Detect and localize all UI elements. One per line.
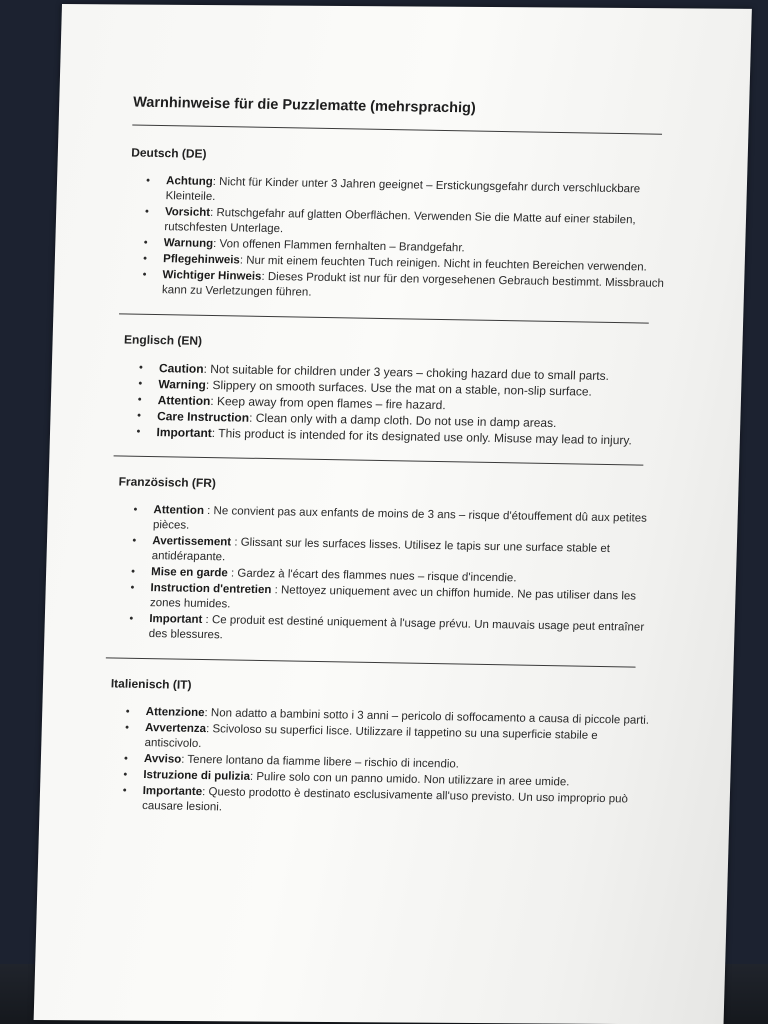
warning-text: Nur mit einem feuchten Tuch reinigen. Nicht in feuchten Bereichen verwenden. [245,254,648,274]
section-heading-en: Englisch (EN) [123,332,203,348]
warning-label: Warning [158,377,207,392]
warning-text: Dieses Produkt ist nur für den vorgesehenen Gebrauch bestimmt. Missbrauch kann zu Verletzungen führen. [161,270,665,299]
section-heading-de: Deutsch (DE) [130,145,207,161]
bullet-icon: • [142,252,148,265]
separator: : [239,254,247,267]
bullet-icon: • [142,268,147,281]
warning-label: Instruction d'entretien [150,582,272,597]
bullet-icon: • [130,565,136,578]
separator: : [201,786,209,799]
section-de [125,146,671,324]
warning-label: Vorsicht [164,206,211,219]
warning-label: Warnung [163,237,214,250]
warning-text: Non adatto a bambini sotto i 3 anni – pericolo di soffocamento a causa di piccole parti. [210,707,650,727]
section-en [120,332,664,465]
separator: : [202,613,213,627]
warning-text: Questo prodotto è destinato esclusivamente all'uso previsto. Un uso improprio può causare lesioni. [141,786,629,814]
warning-label: Avertissement [152,535,232,549]
section-divider [119,313,649,323]
separator: : [210,394,218,409]
separator: : [212,237,220,251]
separator: : [248,410,257,425]
section-heading-fr: Französisch (FR) [118,474,217,491]
section-heading-it: Italienisch (IT) [110,676,192,692]
warning-text: Not suitable for children under 3 years – choking hazard due to small parts. [210,361,610,383]
bullet-icon: • [145,174,151,187]
separator: : [271,584,282,597]
warning-label: Achtung [165,175,214,188]
separator: : [261,270,269,283]
warning-label: Mise en garde [150,566,229,580]
warning-text: Keep away from open flames – fire hazard. [216,394,446,413]
warning-label: Caution [158,361,204,376]
section-fr [112,474,659,667]
separator: : [205,723,213,736]
bullet-icon: • [124,721,130,734]
warning-text: Gardez à l'écart des flammes nues – risque d'incendie. [237,567,517,585]
bullet-icon: • [123,768,128,781]
separator: : [212,175,220,189]
bullet-icon: • [129,612,134,625]
paper-sheet [34,4,752,1024]
warning-label: Avvertenza [144,722,207,736]
warning-label: Wichtiger Hinweis [162,269,262,283]
warning-text: Ce produit est destiné uniquement à l'usage prévu. Un mauvais usage peut entraîner des blessures. [148,614,645,642]
warning-label: Important [149,613,203,626]
warning-text: Pulire solo con un panno umido. Non utilizzare in aree umide. [256,771,570,789]
separator: : [203,361,211,376]
separator: : [181,753,188,766]
warning-label: Attention [153,504,205,517]
warning-text: Glissant sur les surfaces lisses. Utilisez le tapis sur une surface stable et antidérapante. [151,536,611,564]
bullet-icon: • [136,425,141,438]
warning-text: Ne convient pas aux enfants de moins de 3 ans – risque d'étouffement dû aux petites pièces. [152,505,648,532]
document-title: Warnhinweise für die Puzzlematte (mehrsprachig) [132,94,476,117]
bullet-icon: • [137,393,142,406]
warning-text: Tenere lontano da fiamme libere – rischio di incendio. [187,753,460,771]
section-divider [114,455,644,465]
warning-text: Slippery on smooth surfaces. Use the mat on a stable, non-slip surface. [212,378,593,399]
document-content [105,95,673,839]
warning-list-fr [112,502,657,650]
separator: : [204,707,212,720]
warning-label: Avviso [143,753,182,766]
separator: : [203,504,214,518]
warning-text: This product is intended for its designated use only. Misuse may lead to injury. [218,426,633,448]
bullet-icon: • [130,581,135,594]
section-divider [106,657,636,667]
warning-label: Attenzione [145,706,205,720]
warning-label: Attention [157,393,211,409]
warning-text: Nettoyez uniquement avec un chiffon humide. Ne pas utiliser dans les zones humides. [149,584,637,611]
section-it [106,676,651,822]
separator: : [230,536,241,549]
bullet-icon: • [125,705,130,718]
warning-list-de [126,174,670,307]
bullet-icon: • [136,409,142,422]
warning-text: Scivoloso su superfici lisce. Utilizzare il tappetino su una superficie stabile e antiscivolo. [144,723,598,751]
warning-label: Care Instruction [156,409,250,425]
separator: : [209,206,217,220]
bullet-icon: • [122,784,127,797]
warning-label: Important [156,425,213,441]
bullet-icon: • [144,205,150,218]
bullet-icon: • [123,752,129,765]
warning-list-it [106,704,650,822]
warning-text: Von offenen Flammen fernhalten – Brandgefahr. [219,238,465,255]
warning-text: Rutschgefahr auf glatten Oberflächen. Verwenden Sie die Matte auf einer stabilen, rutschfesten Unterlage. [164,207,636,236]
bullet-icon: • [143,236,148,249]
bullet-icon: • [133,503,138,516]
bullet-icon: • [138,361,144,374]
separator: : [249,770,257,784]
warning-list-en [120,360,663,448]
title-divider [132,125,662,135]
warning-label: Importante [142,785,203,799]
warning-text: Nicht für Kinder unter 3 Jahren geeignet – Erstickungsgefahr durch verschluckbare Kleinteile. [165,176,641,203]
separator: : [211,426,219,441]
warning-label: Pflegehinweis [162,253,241,267]
warning-text: Clean only with a damp cloth. Do not use in damp areas. [255,410,557,431]
separator: : [227,567,238,580]
bullet-icon: • [132,534,137,547]
bullet-icon: • [138,377,143,390]
warning-label: Istruzione di pulizia [143,769,251,783]
separator: : [205,377,213,393]
